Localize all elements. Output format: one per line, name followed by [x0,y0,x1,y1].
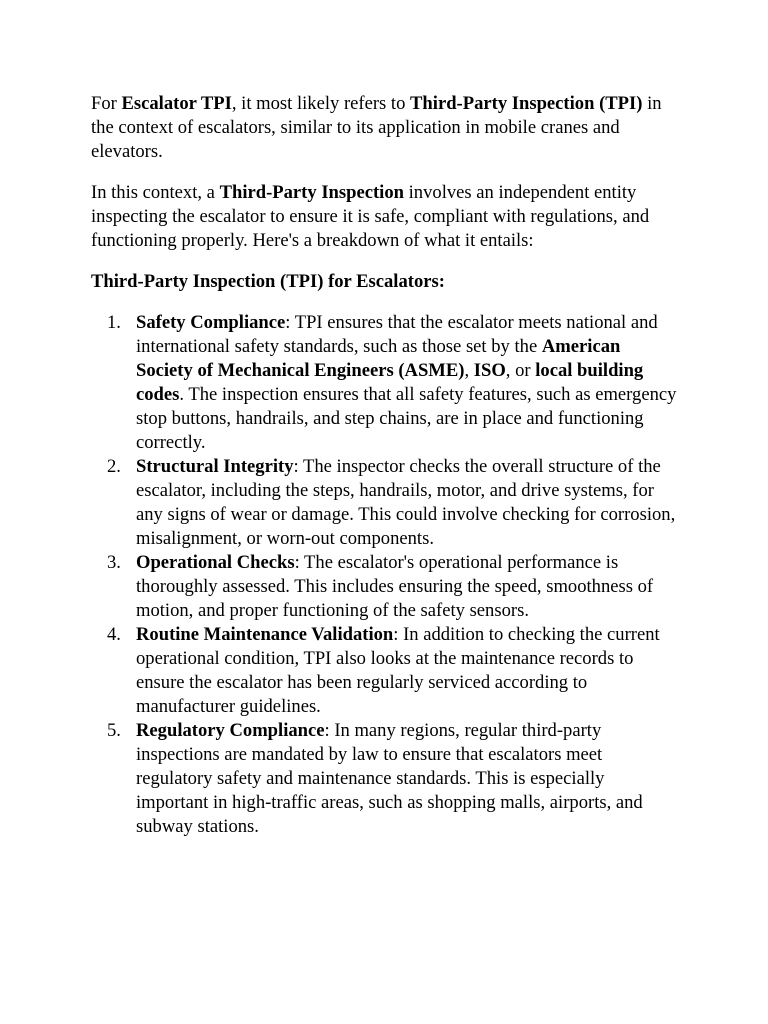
bold-text: Escalator TPI [121,93,232,114]
bold-text: Structural Integrity [136,456,294,477]
list-item [91,551,681,623]
context-paragraph [91,181,681,253]
bold-text: Third-Party Inspection [219,182,404,203]
text-run: : In many regions, regular third-party inspections are mandated by law to ensure that escalators meet regulatory safety and maintenance standards. This is especially important in high-traffic areas, such as shopping malls, airports, and subway stations. [136,720,643,837]
list-item-text [136,312,676,453]
inspection-list [91,311,681,839]
list-item [91,311,681,455]
bold-text: ISO [473,360,506,381]
bold-text: local building codes [136,360,644,405]
text-run: For [91,93,122,114]
list-item-number: 5. [107,720,121,741]
bold-text: Operational Checks [136,552,295,573]
bold-text: Routine Maintenance Validation [136,624,394,645]
bold-text: Regulatory Compliance [136,720,325,741]
list-item-text [136,720,643,837]
text-run: , or [505,360,536,381]
text-run: involves an independent entity inspecting the escalator to ensure it is safe, compliant with regulations, and functioning properly. Here's a breakdown of what it entails: [91,182,650,251]
text-run: in the context of escalators, similar to its application in mobile cranes and elevators. [91,93,662,162]
list-item-number: 3. [107,552,121,573]
list-item [91,455,681,551]
text-run: . The inspection ensures that all safety features, such as emergency stop buttons, handrails, and step chains, are in place and functioning correctly. [136,384,677,453]
bold-text: Third-Party Inspection (TPI) [410,93,643,114]
list-item-text [136,456,675,549]
list-item-number: 1. [107,312,121,333]
list-item [91,719,681,839]
text-run: : The escalator's operational performance is thoroughly assessed. This includes ensuring the speed, smoothness of motion, and proper functioning of the safety sensors. [136,552,654,621]
bold-text: Safety Compliance [136,312,286,333]
intro-paragraph [91,92,681,164]
text-run: : TPI ensures that the escalator meets national and international safety standards, such as those set by the [136,312,658,357]
section-heading-text: Third-Party Inspection (TPI) for Escalators: [91,271,445,292]
list-item-number: 4. [107,624,121,645]
list-item-text [136,624,660,717]
section-heading [91,270,681,294]
text-run: , it most likely refers to [231,93,411,114]
text-run: In this context, a [91,182,220,203]
list-item-number: 2. [107,456,121,477]
list-item [91,623,681,719]
text-run: : The inspector checks the overall structure of the escalator, including the steps, handrails, motor, and drive systems, for any signs of wear or damage. This could involve checking for corrosion, misalignment, or worn-out components. [136,456,676,549]
document-body [91,92,681,839]
text-run: : In addition to checking the current operational condition, TPI also looks at the maintenance records to ensure the escalator has been regularly serviced according to manufacturer guidelines. [136,624,660,717]
text-run: , [464,360,474,381]
bold-text: American Society of Mechanical Engineers (ASME) [136,336,621,381]
list-item-text [136,552,653,621]
